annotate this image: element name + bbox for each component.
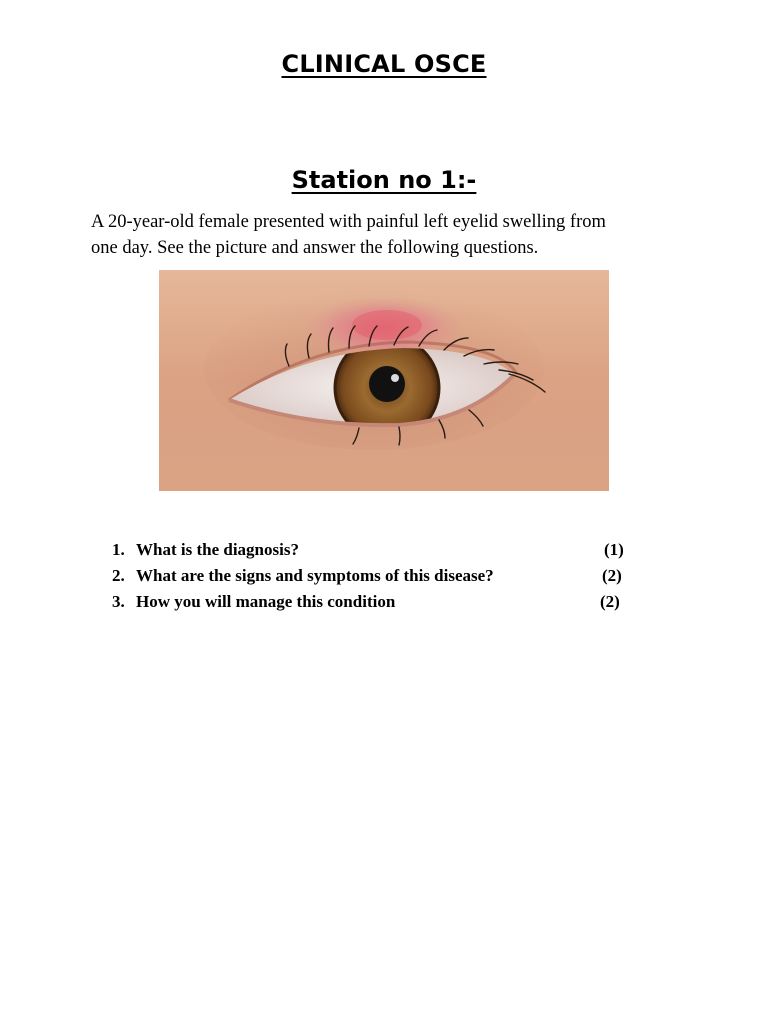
question-item [112,566,652,592]
question-score: (1) [604,540,624,559]
question-number: 1. [112,540,125,559]
case-description [91,209,671,261]
question-score: (2) [600,592,620,611]
question-list [112,540,652,618]
question-number: 2. [112,566,125,585]
question-item [112,540,652,566]
station-heading: Station no 1:- [291,166,477,194]
case-description-line-1: A 20-year-old female presented with painful left eyelid swelling from [91,212,606,232]
case-description-line-2: one day. See the picture and answer the following questions. [91,238,539,258]
question-text: What is the diagnosis? [136,540,299,559]
question-score: (2) [602,566,622,585]
question-item [112,592,652,618]
question-text: How you will manage this condition [136,592,396,611]
question-text: What are the signs and symptoms of this disease? [136,566,494,585]
document-title: CLINICAL OSCE [281,50,487,78]
eye-photo [159,270,609,491]
question-number: 3. [112,592,125,611]
